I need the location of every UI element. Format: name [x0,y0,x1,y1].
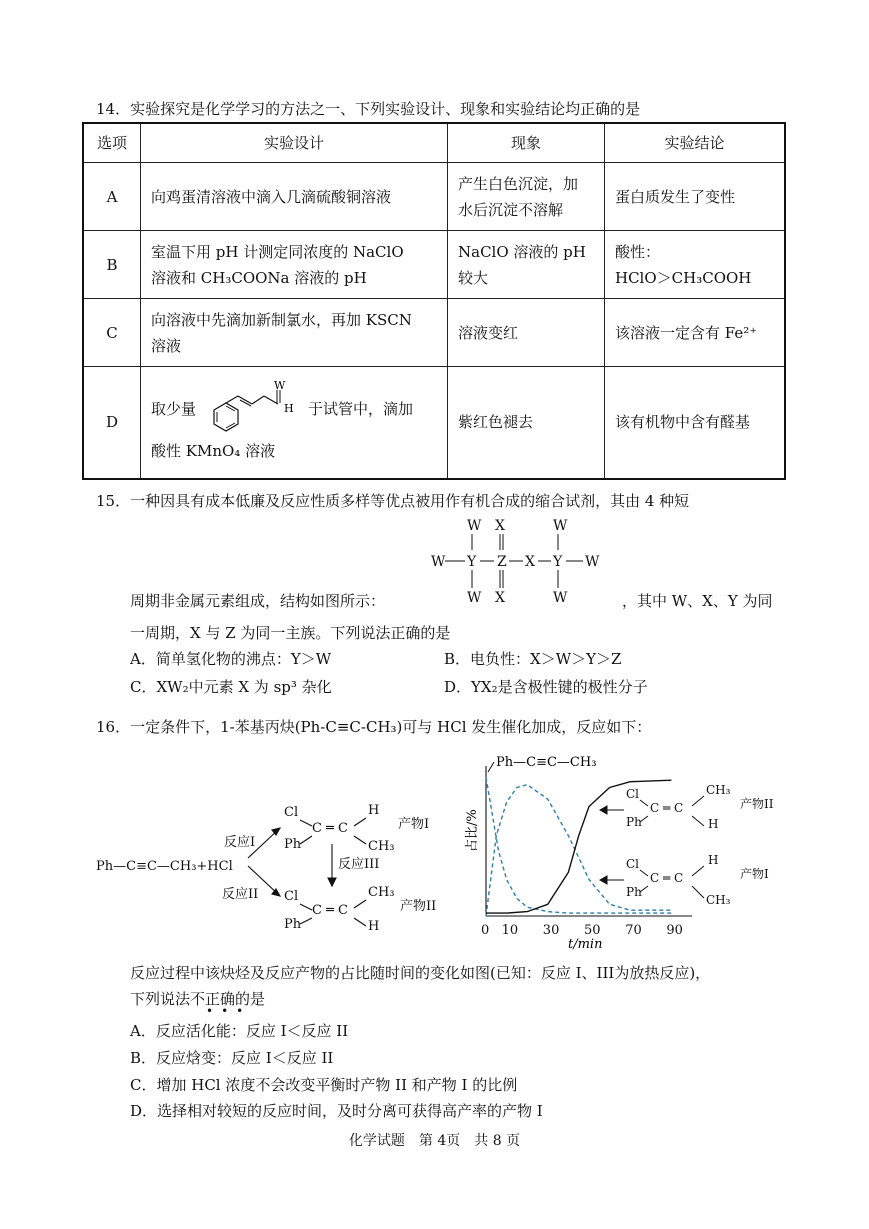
header-design: 实验设计 [141,123,448,163]
emphasis-dots: ••• [206,1004,252,1018]
q14-table [82,122,786,480]
q16-option-d[interactable]: D．选择相对较短的反应时间，及时分离可获得高产率的产物 I [130,1102,543,1120]
h-label: H [708,817,719,831]
table-row [83,163,785,231]
q14-stem: 14．实验探究是化学学习的方法之一、下列实验设计、现象和实验结论均正确的是 [96,100,641,118]
x-tick-label: 70 [625,923,642,938]
chart-xlabel: t/min [568,937,603,952]
q15-stem-line-3: 一周期，X 与 Z 为同一主族。下列说法正确的是 [130,624,451,642]
q15-stem-line-1: 15．一种因具有成本低廉及反应性质多样等优点被用作有机合成的缩合试剂，其由 4 种短 [96,492,690,510]
design-cell [141,367,448,479]
atom-label: W [431,554,446,570]
ch3-label: CH₃ [706,783,731,797]
chart-series-line-1 [486,785,671,916]
reactant-pointer [488,762,494,772]
design-line: 室温下用 pH 计测定同浓度的 NaClO [151,242,404,261]
design-text: 取少量 [151,400,197,419]
conclusion-line: 酸性： [615,242,661,261]
ch3-label: CH₃ [368,885,395,900]
q16-stem: 16．一定条件下，1-苯基丙炔(Ph-C≡C-CH₃)可与 HCl 发生催化加成，反应如下： [96,718,652,736]
atom-label: Y [553,554,563,570]
cl-label: Cl [284,889,299,904]
atom-label: W [585,554,600,570]
phenomenon-cell [448,163,605,231]
atom-label: W [553,518,568,534]
atom-label: X [495,518,505,534]
design-line: 向溶液中先滴加新制氯水，再加 KSCN [151,310,412,329]
option-label: D [83,367,141,479]
table-header-row [83,123,785,163]
h-label: H [368,919,380,934]
x-tick-label: 90 [666,923,683,938]
conclusion-line: HClO＞CH₃COOH [615,268,752,287]
x-tick-label: 10 [501,923,519,938]
chart-series-label-reactant: Ph—C≡C—CH₃ [496,755,597,770]
phenomenon-cell [448,231,605,299]
atom-label: Z [497,554,507,570]
phenomenon-line: NaClO 溶液的 pH [458,242,586,261]
ch3-label: CH₃ [706,893,731,907]
q15-option-a[interactable]: A．简单氢化物的沸点：Y＞W [130,650,332,668]
chart-series-line-0 [486,777,671,913]
q16-option-c[interactable]: C．增加 HCl 浓度不会改变平衡时产物 II 和产物 I 的比例 [130,1076,518,1094]
reactant-label: Ph—C≡C—CH₃+HCl [96,859,233,874]
chart-product-1-label: 产物I [740,867,769,881]
design-text: 于试管中，滴加 [308,400,414,419]
chart-product-2-label: 产物II [740,797,774,811]
q16-text-line-2: 下列说法不正确的是 [130,990,266,1008]
table-row [83,367,785,479]
atom-label: W [467,518,482,534]
cl-label: Cl [626,857,640,871]
double-bond-label: C ═ C [650,801,684,815]
product-1-label: 产物I [398,817,430,832]
atom-label: Y [467,554,477,570]
cl-label: Cl [626,787,640,801]
ph-label: Ph [626,885,642,899]
atom-label: W [467,590,482,606]
atom-label: W [553,590,568,606]
design-line: 酸性 KMnO₄ 溶液 [151,442,276,461]
atom-label: X [495,590,505,606]
hydrogen-label: H [284,402,294,416]
ph-label: Ph [626,815,642,829]
product-2-label: 产物II [400,899,437,914]
reaction-2-label: 反应II [222,887,259,902]
cl-label: Cl [284,805,299,820]
phenomenon-line: 较大 [458,268,489,287]
oxygen-label: W [274,380,286,393]
reaction-3-label: 反应III [338,857,380,872]
atom-label: X [525,554,535,570]
q15-structure-diagram [425,514,615,608]
design-line: 溶液 [151,336,182,355]
q16-option-a[interactable]: A．反应活化能：反应 I＜反应 II [130,1022,349,1040]
conclusion-cell [605,231,786,299]
phenomenon-cell: 溶液变红 [448,299,605,367]
x-tick-label: 30 [542,923,560,938]
x-tick-label: 50 [584,923,601,938]
h-label: H [368,803,380,818]
design-line [151,380,437,438]
q15-option-d[interactable]: D．YX₂是含极性键的极性分子 [444,678,648,696]
option-label: A [83,163,141,231]
h-label: H [708,853,719,867]
conclusion-cell: 该有机物中含有醛基 [605,367,786,479]
q15-stem-line-2b: ，其中 W、X、Y 为同 [622,592,773,610]
header-phenomenon: 现象 [448,123,605,163]
q15-option-c[interactable]: C．XW₂中元素 X 为 sp³ 杂化 [130,678,332,696]
option-label: C [83,299,141,367]
x-tick-label: 0 [481,923,490,938]
double-bond-label: C ═ C [312,903,348,918]
double-bond-label: C ═ C [312,821,348,836]
q16-chart [460,746,790,954]
q15-option-b[interactable]: B．电负性：X＞W＞Y＞Z [444,650,622,668]
design-cell: 向鸡蛋清溶液中滴入几滴硫酸铜溶液 [141,163,448,231]
ch3-label: CH₃ [368,839,395,854]
phenomenon-cell: 紫红色褪去 [448,367,605,479]
q16-option-b[interactable]: B．反应焓变：反应 I＜反应 II [130,1049,334,1067]
chart-ylabel: 占比/% [465,809,480,852]
q15-stem-line-2a: 周期非金属元素组成，结构如图所示： [130,592,386,610]
table-row [83,231,785,299]
phenomenon-line: 水后沉淀不溶解 [458,200,564,219]
conclusion-cell: 蛋白质发生了变性 [605,163,786,231]
ph-label: Ph [284,917,302,932]
design-line: 溶液和 CH₃COONa 溶液的 pH [151,268,367,287]
double-bond-label: C ═ C [650,871,684,885]
q16-reaction-scheme [92,760,462,950]
design-cell [141,231,448,299]
ph-label: Ph [284,837,302,852]
phenomenon-line: 产生白色沉淀，加 [458,174,579,193]
q16-text-line-1: 反应过程中该炔烃及反应产物的占比随时间的变化如图(已知：反应 I、III为放热反应)， [130,964,711,982]
table-row [83,299,785,367]
header-option: 选项 [83,123,141,163]
header-conclusion: 实验结论 [605,123,786,163]
option-label: B [83,231,141,299]
cinnamaldehyde-structure [196,380,308,438]
conclusion-cell: 该溶液一定含有 Fe²⁺ [605,299,786,367]
design-cell [141,299,448,367]
page-footer: 化学试题 第 4页 共 8 页 [348,1133,521,1149]
reaction-1-label: 反应I [224,835,256,850]
